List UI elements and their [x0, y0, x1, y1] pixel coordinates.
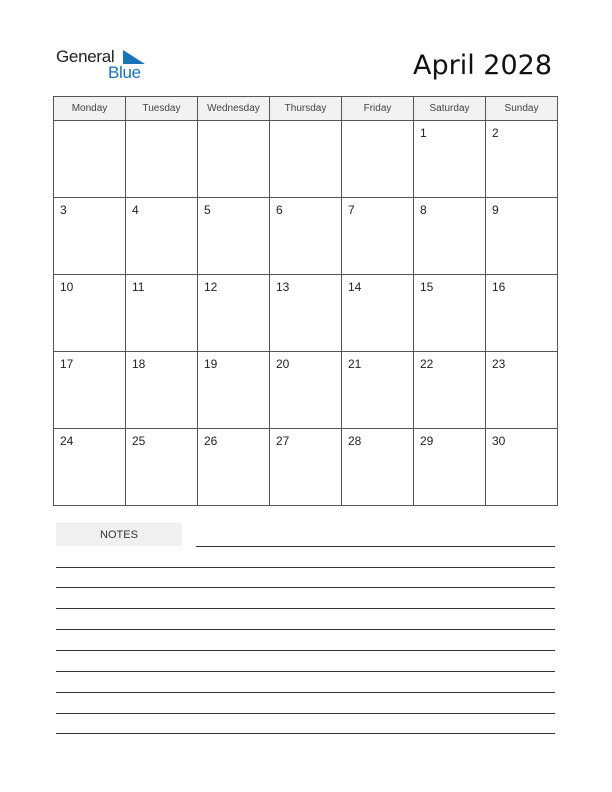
- day-cell: 30: [486, 429, 558, 506]
- notes-label: NOTES: [56, 523, 182, 546]
- day-cell: 23: [486, 352, 558, 429]
- day-cell: 26: [198, 429, 270, 506]
- week-row: [54, 198, 558, 275]
- week-row: [54, 275, 558, 352]
- weekday-header: Saturday: [414, 97, 486, 121]
- day-cell: 19: [198, 352, 270, 429]
- day-cell: 20: [270, 352, 342, 429]
- notes-line: [56, 671, 555, 672]
- day-cell: 24: [54, 429, 126, 506]
- week-row: [54, 352, 558, 429]
- day-cell: [198, 121, 270, 198]
- weekday-header: Tuesday: [126, 97, 198, 121]
- day-cell: 3: [54, 198, 126, 275]
- weekday-header: Monday: [54, 97, 126, 121]
- day-cell: 25: [126, 429, 198, 506]
- day-cell: 18: [126, 352, 198, 429]
- weekday-header: Wednesday: [198, 97, 270, 121]
- weekday-header: Sunday: [486, 97, 558, 121]
- day-cell: 22: [414, 352, 486, 429]
- notes-line: [56, 733, 555, 734]
- week-row: [54, 429, 558, 506]
- day-cell: 2: [486, 121, 558, 198]
- notes-line: [56, 608, 555, 609]
- day-cell: 29: [414, 429, 486, 506]
- brand-name-blue: Blue: [108, 63, 141, 82]
- brand-logo: [56, 47, 156, 83]
- day-cell: 4: [126, 198, 198, 275]
- notes-line: [56, 692, 555, 693]
- day-cell: 6: [270, 198, 342, 275]
- day-cell: [126, 121, 198, 198]
- day-cell: 27: [270, 429, 342, 506]
- weekday-header: Friday: [342, 97, 414, 121]
- calendar-grid: [53, 96, 558, 506]
- notes-line: [56, 629, 555, 630]
- notes-line: [56, 713, 555, 714]
- day-cell: 7: [342, 198, 414, 275]
- month-title: April 2028: [412, 50, 552, 81]
- notes-line: [56, 567, 555, 568]
- day-cell: 11: [126, 275, 198, 352]
- weekday-header-row: [54, 97, 558, 121]
- day-cell: [342, 121, 414, 198]
- day-cell: [54, 121, 126, 198]
- day-cell: 8: [414, 198, 486, 275]
- day-cell: 15: [414, 275, 486, 352]
- day-cell: 5: [198, 198, 270, 275]
- day-cell: 16: [486, 275, 558, 352]
- week-row: [54, 121, 558, 198]
- day-cell: 12: [198, 275, 270, 352]
- notes-line: [56, 587, 555, 588]
- day-cell: [270, 121, 342, 198]
- day-cell: 1: [414, 121, 486, 198]
- day-cell: 9: [486, 198, 558, 275]
- day-cell: 21: [342, 352, 414, 429]
- day-cell: 13: [270, 275, 342, 352]
- notes-line: [196, 546, 555, 547]
- day-cell: 14: [342, 275, 414, 352]
- day-cell: 28: [342, 429, 414, 506]
- brand-triangle-icon: [123, 50, 145, 64]
- weekday-header: Thursday: [270, 97, 342, 121]
- brand-name-general: General: [56, 47, 115, 66]
- day-cell: 10: [54, 275, 126, 352]
- day-cell: 17: [54, 352, 126, 429]
- notes-line: [56, 650, 555, 651]
